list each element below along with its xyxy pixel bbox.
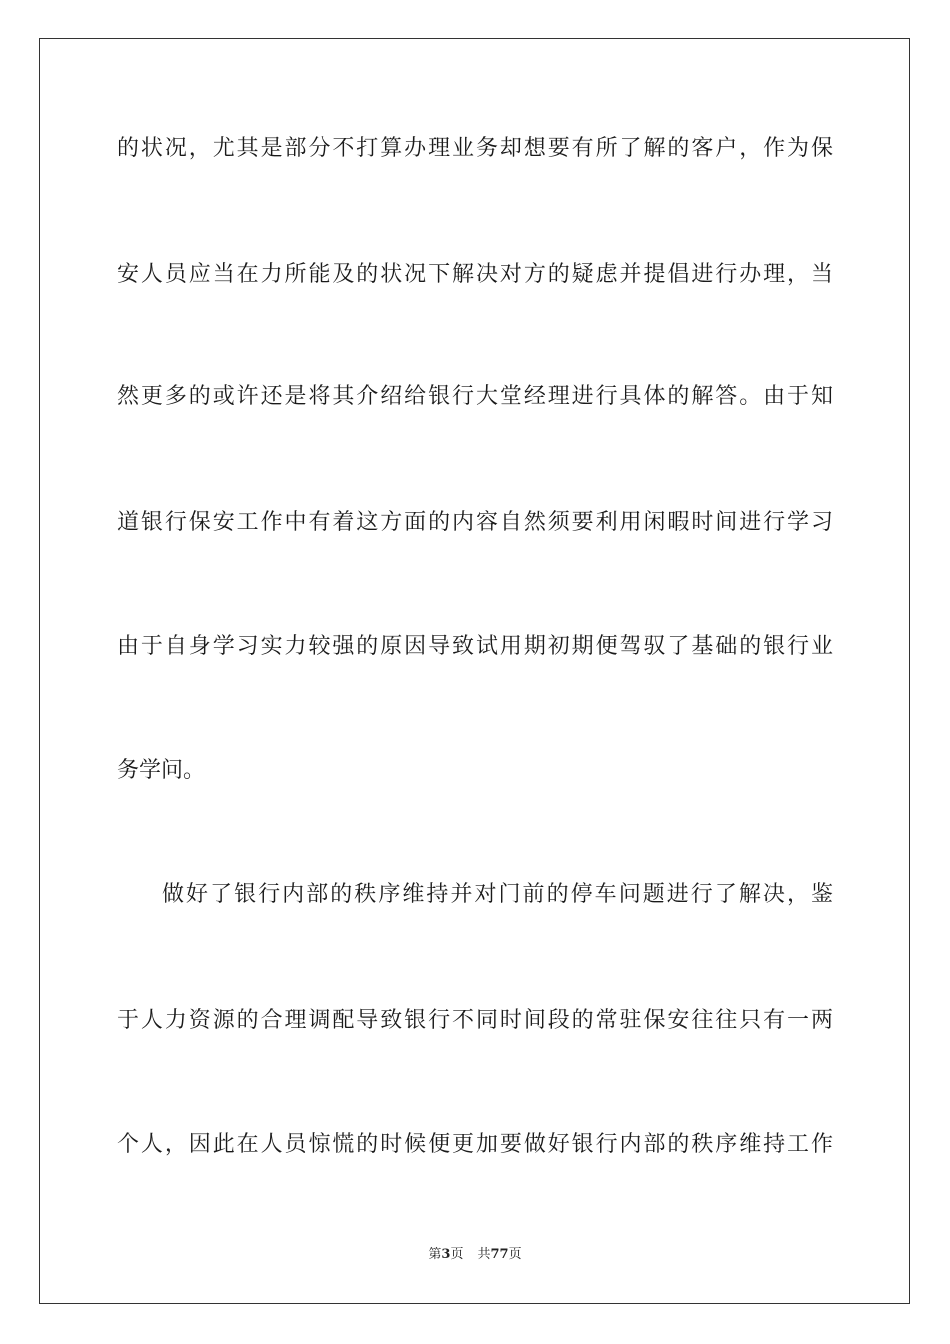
body-text-line-3: 然更多的或许还是将其介绍给银行大堂经理进行具体的解答。由于知: [117, 384, 833, 409]
total-prefix: 共: [477, 1247, 491, 1262]
page-border: [39, 38, 910, 1304]
body-text-line-1: 的状况，尤其是部分不打算办理业务却想要有所了解的客户，作为保: [117, 136, 833, 161]
body-text-line-8: 于人力资源的合理调配导致银行不同时间段的常驻保安往往只有一两: [117, 1008, 833, 1033]
page-suffix: 页: [450, 1247, 464, 1262]
body-text-line-2: 安人员应当在力所能及的状况下解决对方的疑虑并提倡进行办理，当: [117, 262, 833, 287]
body-text-line-5: 由于自身学习实力较强的原因导致试用期初期便驾驭了基础的银行业: [117, 634, 833, 659]
paragraph-start-line: 做好了银行内部的秩序维持并对门前的停车问题进行了解决，鉴: [162, 882, 833, 907]
body-text-line-9: 个人，因此在人员惊慌的时候便更加要做好银行内部的秩序维持工作: [117, 1132, 833, 1157]
page-footer: [0, 1246, 950, 1264]
body-text-line-4: 道银行保安工作中有着这方面的内容自然须要利用闲暇时间进行学习: [117, 510, 833, 535]
total-suffix: 页: [508, 1247, 522, 1262]
page-prefix: 第: [428, 1247, 442, 1262]
body-text-line-6: 务学问。: [117, 758, 206, 783]
total-pages: 77: [490, 1247, 509, 1262]
page-number: 3: [441, 1247, 451, 1262]
